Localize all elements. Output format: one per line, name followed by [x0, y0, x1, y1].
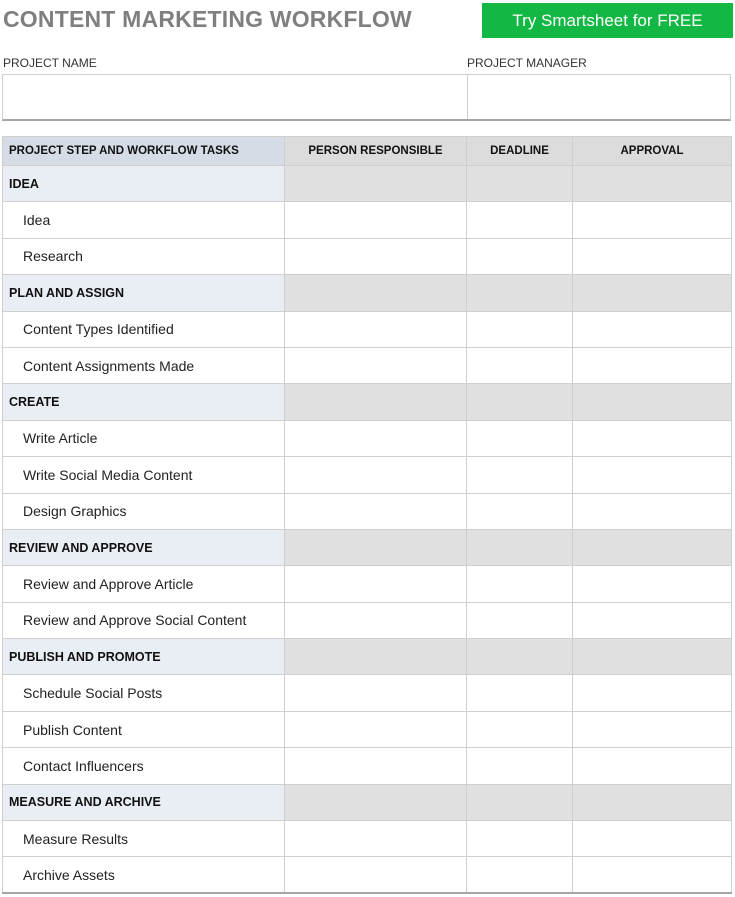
- person-responsible-cell[interactable]: [285, 821, 467, 857]
- deadline-cell[interactable]: [467, 420, 573, 456]
- table-row: [3, 347, 732, 383]
- column-header-tasks: PROJECT STEP AND WORKFLOW TASKS: [3, 137, 285, 166]
- column-header-deadline: DEADLINE: [467, 137, 573, 166]
- task-label: Measure Results: [3, 821, 285, 857]
- section-row-plan-and-assign: [3, 275, 732, 311]
- project-info-box: [2, 74, 731, 121]
- section-person-responsible-cell: [285, 275, 467, 311]
- project-name-label: PROJECT NAME: [3, 56, 97, 70]
- deadline-cell[interactable]: [467, 821, 573, 857]
- section-row-measure-and-archive: [3, 784, 732, 820]
- table-row: [3, 602, 732, 638]
- section-approval-cell: [573, 784, 732, 820]
- person-responsible-cell[interactable]: [285, 493, 467, 529]
- table-body: [3, 166, 732, 894]
- task-label: Write Social Media Content: [3, 457, 285, 493]
- approval-cell[interactable]: [573, 711, 732, 747]
- task-label: Idea: [3, 202, 285, 238]
- approval-cell[interactable]: [573, 748, 732, 784]
- deadline-cell[interactable]: [467, 347, 573, 383]
- table-row: [3, 711, 732, 747]
- approval-cell[interactable]: [573, 420, 732, 456]
- person-responsible-cell[interactable]: [285, 857, 467, 893]
- table-row: [3, 566, 732, 602]
- deadline-cell[interactable]: [467, 457, 573, 493]
- person-responsible-cell[interactable]: [285, 602, 467, 638]
- section-deadline-cell: [467, 166, 573, 202]
- section-label: IDEA: [3, 166, 285, 202]
- table-row: [3, 311, 732, 347]
- section-deadline-cell: [467, 384, 573, 420]
- project-manager-label: PROJECT MANAGER: [467, 56, 587, 70]
- approval-cell[interactable]: [573, 311, 732, 347]
- task-label: Content Types Identified: [3, 311, 285, 347]
- deadline-cell[interactable]: [467, 311, 573, 347]
- task-label: Review and Approve Article: [3, 566, 285, 602]
- section-person-responsible-cell: [285, 384, 467, 420]
- person-responsible-cell[interactable]: [285, 748, 467, 784]
- section-label: REVIEW AND APPROVE: [3, 529, 285, 565]
- table-row: [3, 457, 732, 493]
- section-row-idea: [3, 166, 732, 202]
- task-label: Research: [3, 238, 285, 274]
- section-label: PUBLISH AND PROMOTE: [3, 639, 285, 675]
- section-deadline-cell: [467, 275, 573, 311]
- task-label: Schedule Social Posts: [3, 675, 285, 711]
- approval-cell[interactable]: [573, 675, 732, 711]
- task-label: Design Graphics: [3, 493, 285, 529]
- column-header-person-responsible: PERSON RESPONSIBLE: [285, 137, 467, 166]
- task-label: Publish Content: [3, 711, 285, 747]
- project-manager-field[interactable]: [468, 75, 730, 119]
- person-responsible-cell[interactable]: [285, 347, 467, 383]
- deadline-cell[interactable]: [467, 202, 573, 238]
- person-responsible-cell[interactable]: [285, 202, 467, 238]
- approval-cell[interactable]: [573, 238, 732, 274]
- approval-cell[interactable]: [573, 493, 732, 529]
- deadline-cell[interactable]: [467, 238, 573, 274]
- section-deadline-cell: [467, 639, 573, 675]
- table-row: [3, 821, 732, 857]
- section-approval-cell: [573, 384, 732, 420]
- table-row: [3, 238, 732, 274]
- deadline-cell[interactable]: [467, 711, 573, 747]
- workflow-table: [2, 136, 732, 894]
- section-approval-cell: [573, 166, 732, 202]
- section-deadline-cell: [467, 784, 573, 820]
- section-deadline-cell: [467, 529, 573, 565]
- approval-cell[interactable]: [573, 821, 732, 857]
- section-row-publish-and-promote: [3, 639, 732, 675]
- task-label: Content Assignments Made: [3, 347, 285, 383]
- section-row-review-and-approve: [3, 529, 732, 565]
- section-person-responsible-cell: [285, 166, 467, 202]
- table-row: [3, 675, 732, 711]
- person-responsible-cell[interactable]: [285, 420, 467, 456]
- approval-cell[interactable]: [573, 857, 732, 893]
- table-row: [3, 748, 732, 784]
- task-label: Write Article: [3, 420, 285, 456]
- section-approval-cell: [573, 639, 732, 675]
- approval-cell[interactable]: [573, 347, 732, 383]
- deadline-cell[interactable]: [467, 675, 573, 711]
- table-header-row: [3, 137, 732, 166]
- section-row-create: [3, 384, 732, 420]
- column-header-approval: APPROVAL: [573, 137, 732, 166]
- table-row: [3, 420, 732, 456]
- deadline-cell[interactable]: [467, 566, 573, 602]
- section-approval-cell: [573, 529, 732, 565]
- table-row: [3, 493, 732, 529]
- person-responsible-cell[interactable]: [285, 711, 467, 747]
- section-person-responsible-cell: [285, 784, 467, 820]
- approval-cell[interactable]: [573, 566, 732, 602]
- deadline-cell[interactable]: [467, 857, 573, 893]
- section-label: CREATE: [3, 384, 285, 420]
- table-row: [3, 857, 732, 893]
- section-label: MEASURE AND ARCHIVE: [3, 784, 285, 820]
- task-label: Review and Approve Social Content: [3, 602, 285, 638]
- section-person-responsible-cell: [285, 639, 467, 675]
- person-responsible-cell[interactable]: [285, 238, 467, 274]
- page-title: CONTENT MARKETING WORKFLOW: [3, 6, 412, 32]
- section-person-responsible-cell: [285, 529, 467, 565]
- deadline-cell[interactable]: [467, 493, 573, 529]
- approval-cell[interactable]: [573, 457, 732, 493]
- task-label: Contact Influencers: [3, 748, 285, 784]
- project-name-field[interactable]: [3, 75, 467, 119]
- approval-cell[interactable]: [573, 602, 732, 638]
- person-responsible-cell[interactable]: [285, 675, 467, 711]
- section-label: PLAN AND ASSIGN: [3, 275, 285, 311]
- person-responsible-cell[interactable]: [285, 566, 467, 602]
- try-smartsheet-button[interactable]: Try Smartsheet for FREE: [482, 3, 733, 38]
- task-label: Archive Assets: [3, 857, 285, 893]
- person-responsible-cell[interactable]: [285, 311, 467, 347]
- deadline-cell[interactable]: [467, 602, 573, 638]
- person-responsible-cell[interactable]: [285, 457, 467, 493]
- deadline-cell[interactable]: [467, 748, 573, 784]
- section-approval-cell: [573, 275, 732, 311]
- approval-cell[interactable]: [573, 202, 732, 238]
- table-row: [3, 202, 732, 238]
